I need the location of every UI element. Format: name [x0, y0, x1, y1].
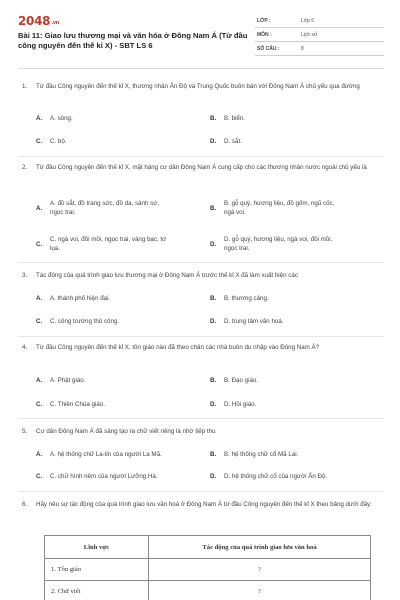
option-line: D. gỗ quý, hương liệu, ngà voi, đồi mồi, — [224, 236, 333, 243]
option-letter: C. — [36, 318, 43, 325]
option-letter: B. — [210, 295, 217, 302]
question-text: Từ đầu Công nguyên đến thế kỉ X, thương nhân Ấn Độ và Trung Quốc buôn bán với Đông Nam Á chủ yếu qua đường — [36, 83, 360, 90]
option-text — [224, 235, 332, 253]
option-letter: B. — [210, 451, 217, 458]
option-letter: D. — [210, 401, 217, 408]
option-text: B. Đạo giáo. — [224, 377, 259, 384]
meta-label: SỐ CÂU : — [257, 46, 280, 52]
option-line: lụa. — [50, 245, 60, 252]
option-letter: D. — [210, 241, 217, 248]
question-text: Từ đầu Công nguyên đến thế kỉ X, tôn giáo nào đã theo chân các nhà buôn du nhập vào Đông Nam Á? — [36, 344, 320, 351]
option-text: A. hệ thống chữ La-tin của người La Mã. — [50, 451, 162, 458]
meta-value: Lịch sử — [301, 32, 318, 38]
document-header — [18, 14, 384, 60]
option-letter: A. — [36, 115, 43, 122]
meta-box — [255, 14, 384, 56]
question-text: Tác động của quá trình giao lưu thương mại ở Đông Nam Á trước thế kỉ X đã làm xuất hiện các — [36, 272, 298, 279]
table-cell-field: 2. Chữ viết — [45, 581, 149, 600]
option-letter: C. — [36, 401, 43, 408]
question-text: Cư dân Đông Nam Á đã sáng tạo ra chữ viết riêng là nhờ tiếp thu — [36, 428, 216, 435]
option-line: C. ngà voi, đồi mồi, ngọc trai, vàng bạc, tơ — [50, 236, 167, 243]
meta-value: 8 — [301, 46, 304, 52]
table-header-row — [45, 536, 371, 559]
meta-row-class — [255, 14, 384, 28]
option-text — [50, 235, 166, 253]
option-line: A. đồ sắt, đồ trang sức, đồ da, sành sứ, — [50, 200, 160, 207]
option-line: ngọc trai. — [224, 245, 250, 252]
option-letter: C. — [36, 138, 43, 145]
option-text — [50, 199, 159, 217]
option-letter: B. — [210, 205, 217, 212]
option-text: D. Hồi giáo. — [224, 401, 257, 408]
meta-label: MÔN : — [257, 32, 272, 38]
option-text: D. trung tâm văn hoá. — [224, 318, 284, 325]
option-letter: D. — [210, 318, 217, 325]
question-text: Từ đầu Công nguyên đến thế kỉ X, mặt hàng cư dân Đông Nam Á cung cấp cho các thương nhân nước ngoài chủ yếu là — [36, 164, 367, 171]
option-text: A. Phật giáo. — [50, 377, 86, 384]
question-separator — [18, 491, 384, 492]
meta-row-count — [255, 42, 384, 56]
option-letter: D. — [210, 138, 217, 145]
table-row — [45, 581, 371, 600]
option-text: C. bộ. — [50, 138, 67, 145]
option-text: C. công trường thủ công. — [50, 318, 120, 325]
option-letter: B. — [210, 115, 217, 122]
option-letter: A. — [36, 451, 43, 458]
impact-table — [44, 535, 371, 600]
option-text: D. sắt. — [224, 138, 242, 145]
option-letter: B. — [210, 377, 217, 384]
question-number: 5. — [22, 428, 28, 435]
meta-row-subject — [255, 28, 384, 42]
option-letter: D. — [210, 473, 217, 480]
option-text: A. sông. — [50, 115, 73, 122]
question-number: 4. — [22, 344, 28, 351]
question-number: 2. — [22, 164, 28, 171]
table-cell-impact: ? — [149, 581, 371, 600]
site-logo[interactable] — [18, 14, 59, 28]
meta-value: Lớp 6 — [301, 18, 315, 24]
question-number: 1. — [22, 83, 28, 90]
option-letter: A. — [36, 377, 43, 384]
logo-text: 2048 — [18, 14, 51, 28]
table-cell-field: 1. Tôn giáo — [45, 559, 149, 581]
page-title: Bài 11: Giao lưu thương mại và văn hóa ở Đông Nam Á (Từ đầu công nguyên đến thế kỉ X) - SBT LS 6 — [18, 31, 248, 50]
table-row — [45, 559, 371, 581]
column-header: Lĩnh vực — [45, 536, 149, 559]
option-line: B. gỗ quý, hương liệu, đồ gốm, ngũ cốc, — [224, 200, 335, 207]
option-text: D. hệ thống chữ cổ của người Ấn Độ. — [224, 473, 328, 480]
meta-label: LỚP : — [257, 18, 271, 24]
option-letter: C. — [36, 473, 43, 480]
question-number: 3. — [22, 272, 28, 279]
option-text: C. Thiên Chúa giáo. — [50, 401, 105, 408]
option-text: B. biển. — [224, 115, 245, 122]
question-separator — [18, 418, 384, 419]
question-separator — [18, 156, 384, 157]
column-header: Tác động của quá trình giao lưu văn hoá — [149, 536, 371, 559]
question-text: Hãy nêu sự tác động của quá trình giao lưu văn hoá ở Đông Nam Á từ đầu Công nguyên đến thế kỉ X theo bảng dưới đây: — [36, 501, 372, 508]
option-letter: A. — [36, 205, 43, 212]
option-line: ngọc trai. — [50, 209, 76, 216]
question-number: 6. — [22, 501, 28, 508]
question-separator — [18, 336, 384, 337]
option-text: C. chữ hình nêm của người Lưỡng Hà. — [50, 473, 158, 480]
table-cell-impact: ? — [149, 559, 371, 581]
question-separator — [18, 262, 384, 263]
header-divider — [18, 68, 384, 69]
option-text: B. thương cảng. — [224, 295, 269, 302]
option-line: ngà voi. — [224, 209, 246, 216]
option-text: B. hệ thống chữ cổ Mã Lai. — [224, 451, 299, 458]
option-text — [224, 199, 334, 217]
logo-suffix: .vn — [51, 20, 60, 26]
option-letter: A. — [36, 295, 43, 302]
option-text: A. thành phố hiện đại. — [50, 295, 111, 302]
option-letter: C. — [36, 241, 43, 248]
